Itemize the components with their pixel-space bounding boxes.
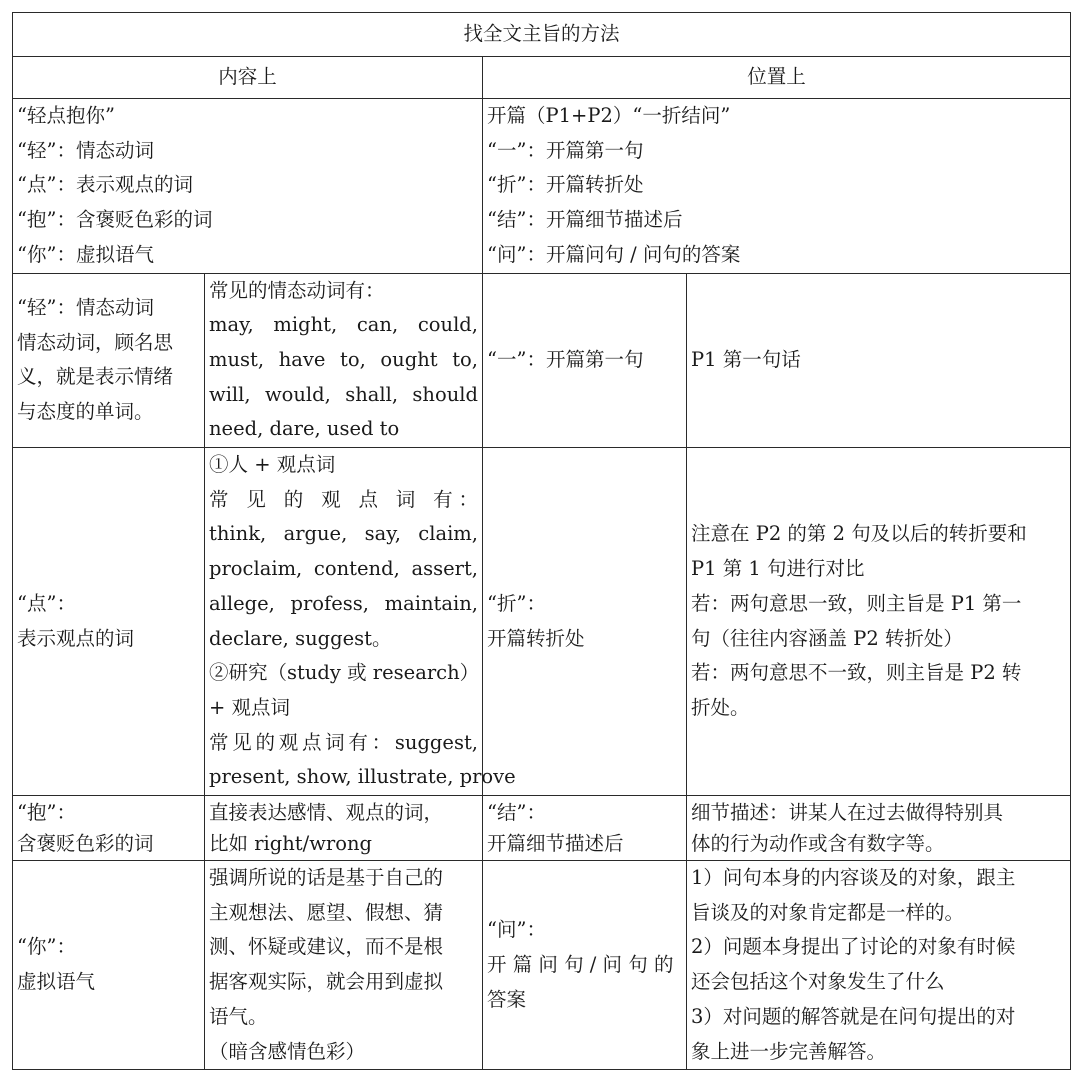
row-label-line: 表示观点的词	[17, 626, 135, 650]
method-table	[12, 12, 1071, 1070]
row-explain-cell	[687, 796, 1071, 861]
row-position-line: 开篇转折处	[487, 626, 585, 650]
row-detail-line: present, show, illustrate, prove	[209, 765, 516, 789]
row-explain-line: 体的行为动作或含有数字等。	[691, 832, 945, 856]
row-label-line: 虚拟语气	[17, 970, 96, 994]
row-position-line: “问”：	[487, 918, 546, 942]
row-position-line: “一”：开篇第一句	[487, 347, 644, 371]
row-explain-line: 若：两句意思一致，则主旨是 P1 第一	[691, 591, 1022, 615]
row-label-line: 情态动词，顾名思	[17, 330, 174, 354]
row-explain-line: 若：两句意思不一致，则主旨是 P2 转	[691, 661, 1022, 685]
header-position: 位置上	[483, 57, 1071, 99]
row-detail-line: will, would, shall, should	[209, 382, 478, 406]
summary-position-line: “问”：开篇问句 / 问句的答案	[487, 242, 741, 266]
row-explain-line: 注意在 P2 的第 2 句及以后的转折要和	[691, 522, 1027, 546]
summary-content-line: “抱”：含褒贬色彩的词	[17, 208, 213, 232]
row-label-line: “点”：	[17, 591, 76, 615]
row-position-line: “结”：	[487, 801, 546, 825]
row-detail-line: 强调所说的话是基于自己的	[209, 866, 444, 890]
row-detail-line: declare, suggest。	[209, 626, 392, 650]
row-position-line: “折”：	[487, 591, 546, 615]
row-detail-line: 比如 right/wrong	[209, 832, 372, 856]
document-page	[12, 12, 1071, 1070]
row-label-cell	[13, 796, 205, 861]
row-position-cell	[483, 273, 687, 448]
row-detail-cell	[205, 796, 483, 861]
row-explain-line: 句（往往内容涵盖 P2 转折处）	[691, 626, 963, 650]
row-explain-line: P1 第 1 句进行对比	[691, 557, 865, 581]
table-row	[13, 796, 1071, 861]
row-detail-line: ②研究（study 或 research）	[209, 661, 480, 685]
row-label-cell	[13, 861, 205, 1070]
summary-content-line: “轻点抱你”	[17, 104, 115, 127]
row-position-line: 开 篇 问 句 / 问 句 的	[487, 952, 674, 976]
row-detail-line: 语气。	[209, 1004, 268, 1028]
row-detail-line: think, argue, say, claim,	[209, 522, 478, 546]
header-content: 内容上	[13, 57, 483, 99]
row-position-cell	[483, 861, 687, 1070]
table-row	[13, 273, 1071, 448]
row-explain-line: 2）问题本身提出了讨论的对象有时候	[691, 935, 1016, 959]
row-detail-cell	[205, 273, 483, 448]
summary-position-line: “折”：开篇转折处	[487, 173, 644, 197]
summary-position-cell	[483, 99, 1071, 274]
row-explain-line: 细节描述：讲某人在过去做得特别具	[691, 801, 1004, 825]
row-label-line: 与态度的单词。	[17, 399, 154, 423]
row-position-cell	[483, 796, 687, 861]
row-detail-line: （暗含感情色彩）	[209, 1039, 366, 1063]
row-detail-line: 据客观实际，就会用到虚拟	[209, 970, 444, 994]
table-title: 找全文主旨的方法	[13, 13, 1071, 57]
table-row	[13, 448, 1071, 796]
row-detail-line: may, might, can, could,	[209, 313, 478, 337]
row-detail-cell	[205, 861, 483, 1070]
row-detail-line: + 观点词	[209, 695, 291, 719]
row-detail-line: need, dare, used to	[209, 417, 400, 441]
row-explain-line: 1）问句本身的内容谈及的对象，跟主	[691, 866, 1016, 890]
row-label-line: “你”：	[17, 935, 76, 959]
row-detail-line: 常见的观点词有：suggest,	[209, 730, 478, 754]
row-detail-cell	[205, 448, 516, 796]
summary-position-line: 开篇（P1+P2）“一折结问”	[487, 104, 731, 127]
table-row	[13, 861, 1071, 1070]
row-label-line: “抱”：	[17, 801, 76, 825]
summary-content-line: “你”：虚拟语气	[17, 242, 154, 266]
row-label-cell	[13, 273, 205, 448]
row-detail-line: must, have to, ought to,	[209, 347, 478, 371]
row-detail-line: proclaim, contend, assert,	[209, 557, 478, 581]
row-detail-line: ①人 + 观点词	[209, 453, 336, 477]
row-detail-line: 常 见 的 观 点 词 有：	[209, 487, 478, 511]
summary-content-line: “点”：表示观点的词	[17, 173, 193, 197]
row-label-line: “轻”：情态动词	[17, 295, 154, 319]
row-position-line: 开篇细节描述后	[487, 832, 624, 856]
row-explain-cell	[687, 861, 1071, 1070]
row-explain-line: 旨谈及的对象肯定都是一样的。	[691, 900, 965, 924]
summary-content-line: “轻”：情态动词	[17, 138, 154, 162]
row-explain-cell	[687, 273, 1071, 448]
row-detail-line: 常见的情态动词有：	[209, 278, 385, 302]
summary-position-line: “结”：开篇细节描述后	[487, 208, 683, 232]
row-position-line: 答案	[487, 987, 527, 1011]
row-explain-line: 象上进一步完善解答。	[691, 1039, 887, 1063]
row-label-line: 义，就是表示情绪	[17, 365, 174, 389]
row-detail-line: allege, profess, maintain,	[209, 591, 478, 615]
row-explain-line: 折处。	[691, 695, 750, 719]
row-detail-line: 测、怀疑或建议，而不是根	[209, 935, 444, 959]
summary-content-cell	[13, 99, 483, 274]
row-label-line: 含褒贬色彩的词	[17, 832, 154, 856]
row-position-cell	[483, 448, 687, 796]
row-explain-cell	[687, 448, 1071, 796]
row-label-cell	[13, 448, 205, 796]
row-explain-line: 3）对问题的解答就是在问句提出的对	[691, 1004, 1016, 1028]
row-explain-line: P1 第一句话	[691, 347, 801, 371]
row-detail-line: 直接表达感情、观点的词，	[209, 801, 444, 825]
row-explain-line: 还会包括这个对象发生了什么	[691, 970, 945, 994]
summary-position-line: “一”：开篇第一句	[487, 138, 644, 162]
row-detail-line: 主观想法、愿望、假想、猜	[209, 900, 444, 924]
